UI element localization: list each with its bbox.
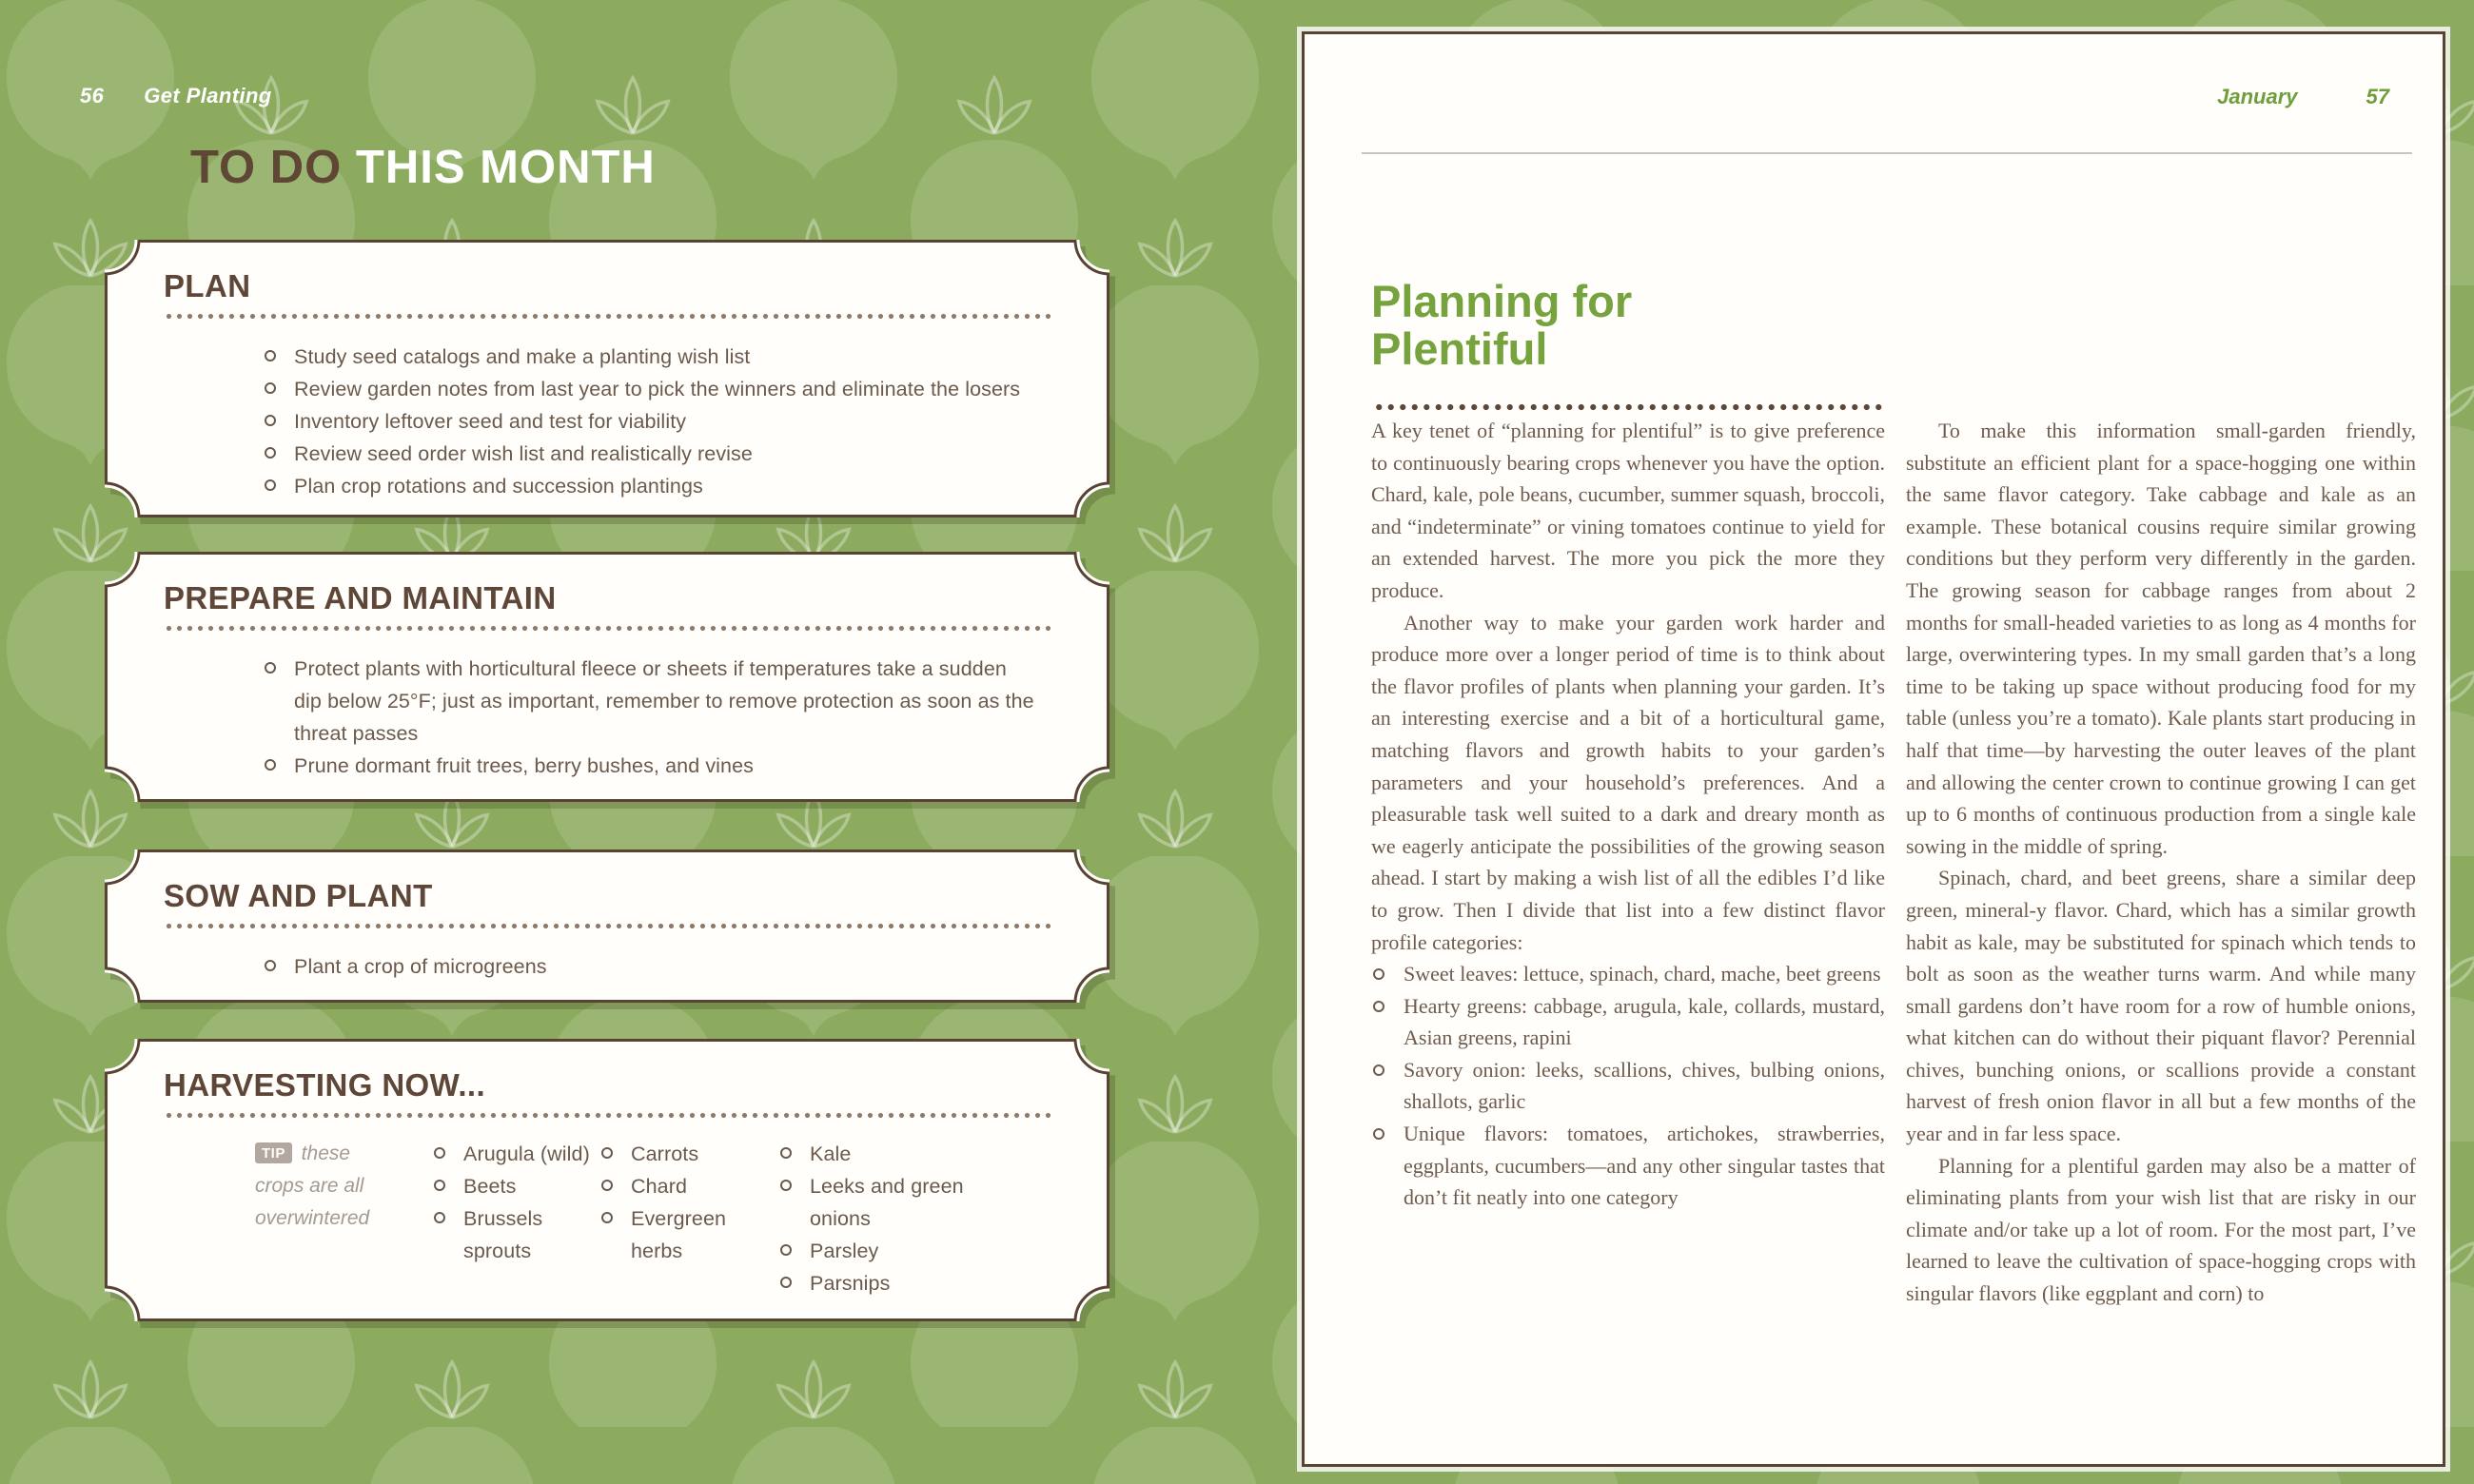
- list-item: Plant a crop of microgreens: [263, 950, 1038, 983]
- page-title-accent: TO DO: [190, 142, 343, 193]
- list-item: Beets: [432, 1170, 599, 1202]
- paragraph: Planning for a plentiful garden may also be a matter of eliminating plants from your wish list that are risky in our climate and/or take up a lot of room. For the most part, I’ve learned to leave the cultivation of space-hogging crops with singular flavors (like eggplant and corn) to: [1906, 1153, 2416, 1306]
- right-page-number: 57: [2366, 85, 2389, 108]
- todo-box-harvesting-now: [105, 1039, 1109, 1321]
- article-title-line: Plentiful: [1371, 323, 1548, 374]
- list-item: Leeks and green onions: [778, 1170, 988, 1235]
- harvest-column: [432, 1138, 599, 1299]
- page-title-rest: THIS MONTH: [355, 142, 656, 193]
- tip-text: these crops are all overwintered: [255, 1142, 370, 1229]
- list-item: Hearty greens: cabbage, arugula, kale, collards, mustard, Asian greens, rapini: [1371, 990, 1885, 1054]
- list-item: Kale: [778, 1138, 988, 1170]
- box-heading: PLAN: [164, 268, 251, 303]
- todo-list: [263, 653, 1038, 782]
- todo-box-prepare-and-maintain: [105, 552, 1109, 802]
- list-item: Protect plants with horticultural fleece or sheets if temperatures take a sudden dip below 25°F; just as important, remember to remove protection as soon as the threat passes: [263, 653, 1038, 750]
- list-item: Parsley: [778, 1235, 988, 1267]
- right-running-header-text: January: [2217, 85, 2298, 108]
- article-column-right: [1906, 415, 2416, 1310]
- paragraph: Another way to make your garden work harder and produce more over a longer period of time is to think about the flavor profiles of plants when planning your garden. It’s an interesting exercise and a bit of a horticultural game, matching flavors and growth habits to your garden’s parameters and your household’s preferences. And a pleasurable task well suited to a dark and dreary month as we eagerly anticipate the possibilities of the growing season ahead. I start by making a wish list of all the edibles I’d like to grow. Then I divide that list into a few distinct flavor profile categories:: [1371, 610, 1885, 954]
- list-item: Carrots: [599, 1138, 761, 1170]
- box-heading: SOW AND PLANT: [164, 878, 433, 913]
- paragraph: A key tenet of “planning for plentiful” is to give preference to continuously bearing crops whenever you have the option. Chard, kale, pole beans, cucumber, summer squash, broccoli, and “indeterminate” or vining tomatoes continue to yield for an extended harvest. The more you pick the more they produce.: [1371, 419, 1885, 602]
- harvest-columns: [164, 1138, 1054, 1299]
- dotted-rule: [164, 313, 1054, 320]
- right-page: [1302, 31, 2445, 1467]
- dotted-rule: [164, 1112, 1054, 1119]
- article-title-line: Planning for: [1371, 276, 1633, 326]
- paragraph: Spinach, chard, and beet greens, share a similar deep green, mineral-y flavor. Chard, which has a similar growth habit as kale, may be substituted for spinach which tends to bolt as soon as the weather turns warm. And while many small gardens don’t have room for a row of humble onions, what kitchen can do without their piquant flavor? Perennial chives, bunching onions, or scallions provide a constant harvest of fresh onion flavor in all but a few months of the year and in far less space.: [1906, 866, 2416, 1146]
- list-item: Review garden notes from last year to pick the winners and eliminate the losers: [263, 373, 1038, 405]
- list-item: Arugula (wild): [432, 1138, 599, 1170]
- harvest-column: [599, 1138, 761, 1299]
- tip-note: [255, 1138, 398, 1299]
- left-running-header: [80, 84, 272, 108]
- todo-box-plan: [105, 240, 1109, 517]
- article-title: [1371, 278, 1632, 373]
- todo-list: [263, 950, 1038, 983]
- flavor-category-list: [1371, 958, 1885, 1214]
- list-item: Chard: [599, 1170, 761, 1202]
- list-item: Sweet leaves: lettuce, spinach, chard, mache, beet greens: [1371, 958, 1885, 990]
- page-title: [190, 141, 656, 194]
- left-running-header-text: Get Planting: [144, 84, 272, 107]
- dotted-rule: [164, 625, 1054, 632]
- harvest-column: [778, 1138, 988, 1299]
- tip-badge: TIP: [255, 1142, 292, 1163]
- todo-box-sow-and-plant: [105, 849, 1109, 1003]
- left-page-number: 56: [80, 84, 105, 107]
- paragraph: To make this information small-garden friendly, substitute an efficient plant for a space-hogging one within the same flavor category. Take cabbage and kale as an example. These botanical cousins require similar growing conditions but they perform very differently in the garden. The growing season for cabbage ranges from about 2 months for small-headed varieties to as long as 4 months for large, overwintering types. In my small garden that’s a long time to be taking up space without producing food for my table (unless you’re a tomato). Kale plants start producing in half that time—by harvesting the outer leaves of the plant and allowing the center crown to continue growing I can get up to 6 months of continuous production from a single kale sowing in the middle of spring.: [1906, 419, 2416, 858]
- list-item: Review seed order wish list and realistically revise: [263, 438, 1038, 470]
- list-item: Inventory leftover seed and test for viability: [263, 405, 1038, 438]
- list-item: Savory onion: leeks, scallions, chives, bulbing onions, shallots, garlic: [1371, 1054, 1885, 1118]
- list-item: Unique flavors: tomatoes, artichokes, strawberries, eggplants, cucumbers—and any other singular tastes that don’t fit neatly into one category: [1371, 1118, 1885, 1214]
- right-running-header: [2217, 85, 2389, 109]
- list-item: Parsnips: [778, 1267, 988, 1299]
- box-heading: HARVESTING NOW...: [164, 1067, 486, 1103]
- list-item: Study seed catalogs and make a planting wish list: [263, 341, 1038, 373]
- todo-list: [263, 341, 1038, 502]
- dotted-rule: [164, 923, 1054, 929]
- list-item: Prune dormant fruit trees, berry bushes, and vines: [263, 750, 1038, 782]
- list-item: Brussels sprouts: [432, 1202, 599, 1267]
- box-heading: PREPARE AND MAINTAIN: [164, 580, 557, 615]
- title-dotted-rule: [1373, 403, 1887, 411]
- header-rule: [1362, 152, 2412, 154]
- list-item: Plan crop rotations and succession plantings: [263, 470, 1038, 502]
- list-item: Evergreen herbs: [599, 1202, 761, 1267]
- article-column-left: [1371, 415, 1885, 1214]
